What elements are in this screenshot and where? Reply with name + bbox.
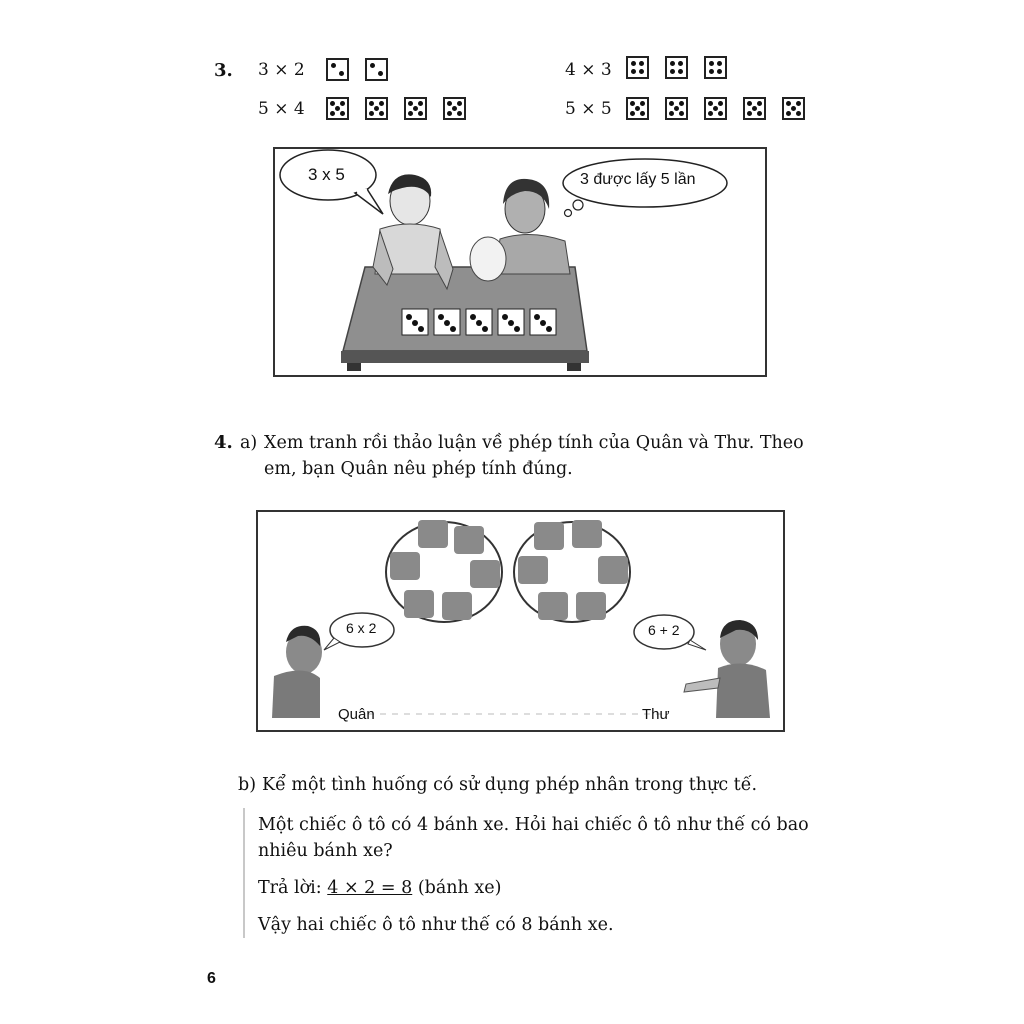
die-pip xyxy=(369,101,374,106)
quan-figure xyxy=(272,626,322,718)
die-pip xyxy=(370,63,375,68)
die-pip xyxy=(452,106,457,111)
die-face-2 xyxy=(365,58,388,81)
answer-unit: (bánh xe) xyxy=(417,878,502,898)
part-b-label: b) xyxy=(238,775,257,795)
answer-line-2: nhiêu bánh xe? xyxy=(258,841,393,861)
quan-name-label: Quân xyxy=(338,706,375,723)
die-face-2 xyxy=(326,58,349,81)
die-pip xyxy=(408,111,413,116)
answer-expression: 4 × 2 = 8 xyxy=(327,878,413,898)
page-number: 6 xyxy=(207,970,216,987)
part-b-question: Kể một tình huống có sử dụng phép nhân trong thực tế. xyxy=(262,775,758,795)
boy-figure xyxy=(373,174,453,289)
die-pip xyxy=(708,101,713,106)
die-face-5 xyxy=(743,97,766,120)
die-pip xyxy=(335,106,340,111)
die-pip xyxy=(331,63,336,68)
die-pip xyxy=(752,106,757,111)
die-face-5 xyxy=(782,97,805,120)
die-pip xyxy=(674,106,679,111)
die-pip xyxy=(631,69,636,74)
girl-thought-text: 3 được lấy 5 lần xyxy=(580,171,696,188)
die-pip xyxy=(747,101,752,106)
die-face-5 xyxy=(365,97,388,120)
die-pip xyxy=(340,101,345,106)
die-pip xyxy=(679,111,684,116)
die-pip xyxy=(786,101,791,106)
die-pip xyxy=(640,101,645,106)
die-pip xyxy=(796,101,801,106)
die-pip xyxy=(330,101,335,106)
boy-speech-text: 3 x 5 xyxy=(308,165,345,184)
die-pip xyxy=(669,111,674,116)
die-pip xyxy=(418,111,423,116)
die-pip xyxy=(679,101,684,106)
die-pip xyxy=(678,61,683,66)
illustration-wheels xyxy=(256,510,785,732)
die-face-5 xyxy=(704,97,727,120)
illustration-children-dice xyxy=(273,147,767,377)
die-pip xyxy=(630,101,635,106)
die-pip xyxy=(747,111,752,116)
die-pip xyxy=(669,101,674,106)
die-pip xyxy=(408,101,413,106)
die-pip xyxy=(413,106,418,111)
answer-margin-line xyxy=(243,808,245,938)
thu-figure xyxy=(684,620,770,718)
answer-row xyxy=(258,875,501,901)
part-a-line-1: Xem tranh rồi thảo luận về phép tính của Quân và Thư. Theo xyxy=(264,433,804,453)
answer-prefix: Trả lời: xyxy=(258,878,322,898)
die-pip xyxy=(670,69,675,74)
die-pip xyxy=(757,101,762,106)
die-pip xyxy=(639,69,644,74)
expr-5x4: 5 × 4 xyxy=(258,99,305,119)
die-pip xyxy=(708,111,713,116)
die-pip xyxy=(457,101,462,106)
die-pip xyxy=(717,61,722,66)
die-pip xyxy=(670,61,675,66)
thu-name-label: Thư xyxy=(642,706,670,723)
die-face-4 xyxy=(626,56,649,79)
die-face-5 xyxy=(326,97,349,120)
die-pip xyxy=(457,111,462,116)
thu-speech-text: 6 + 2 xyxy=(648,622,680,638)
answer-line-1: Một chiếc ô tô có 4 bánh xe. Hỏi hai chiếc ô tô như thế có bao xyxy=(258,815,809,835)
die-pip xyxy=(639,61,644,66)
die-face-5 xyxy=(404,97,427,120)
conclusion-line: Vậy hai chiếc ô tô như thế có 8 bánh xe. xyxy=(258,915,614,935)
left-wheel xyxy=(386,520,502,622)
die-pip xyxy=(717,69,722,74)
die-pip xyxy=(378,71,383,76)
exercise-4-number: 4. xyxy=(214,432,233,453)
die-pip xyxy=(709,69,714,74)
dice-cards-on-table xyxy=(402,309,556,335)
die-pip xyxy=(631,61,636,66)
right-wheel xyxy=(514,520,630,622)
girl-figure xyxy=(470,179,570,281)
die-face-4 xyxy=(704,56,727,79)
die-pip xyxy=(374,106,379,111)
die-pip xyxy=(791,106,796,111)
die-face-4 xyxy=(665,56,688,79)
die-pip xyxy=(630,111,635,116)
die-pip xyxy=(757,111,762,116)
die-pip xyxy=(379,111,384,116)
part-a-line-2: em, bạn Quân nêu phép tính đúng. xyxy=(264,459,573,479)
die-pip xyxy=(447,101,452,106)
die-pip xyxy=(713,106,718,111)
die-pip xyxy=(369,111,374,116)
die-pip xyxy=(447,111,452,116)
die-pip xyxy=(379,101,384,106)
expr-5x5: 5 × 5 xyxy=(565,99,612,119)
expr-4x3: 4 × 3 xyxy=(565,60,612,80)
die-face-5 xyxy=(626,97,649,120)
die-pip xyxy=(640,111,645,116)
die-pip xyxy=(786,111,791,116)
die-pip xyxy=(709,61,714,66)
expr-3x2: 3 × 2 xyxy=(258,60,305,80)
die-pip xyxy=(796,111,801,116)
die-face-5 xyxy=(443,97,466,120)
die-pip xyxy=(330,111,335,116)
exercise-3-number: 3. xyxy=(214,60,233,81)
die-pip xyxy=(339,71,344,76)
quan-speech-text: 6 x 2 xyxy=(346,620,377,636)
die-pip xyxy=(418,101,423,106)
die-pip xyxy=(718,111,723,116)
part-a-label: a) xyxy=(240,433,258,453)
die-pip xyxy=(635,106,640,111)
die-pip xyxy=(678,69,683,74)
die-pip xyxy=(718,101,723,106)
die-face-5 xyxy=(665,97,688,120)
die-pip xyxy=(340,111,345,116)
